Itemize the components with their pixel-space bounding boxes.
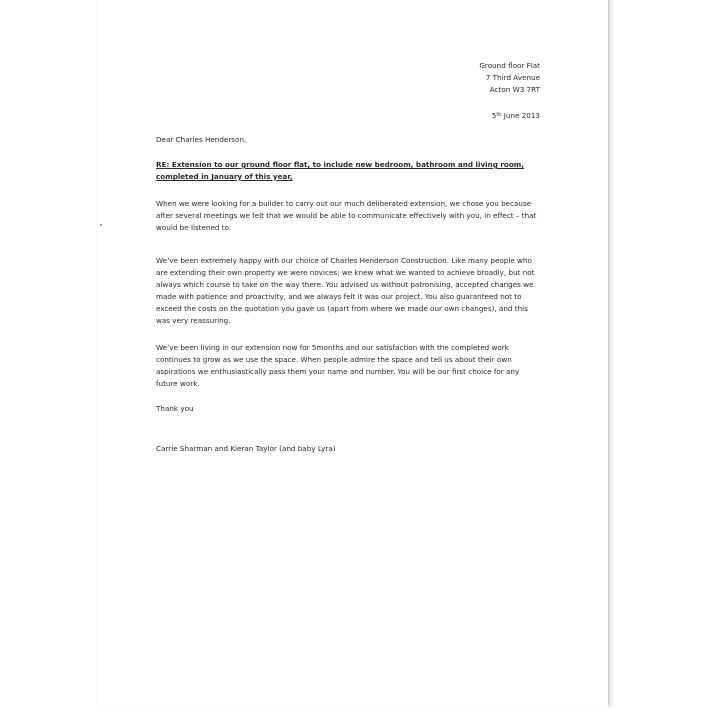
salutation: Dear Charles Henderson, (156, 135, 247, 144)
letter-page (97, 0, 609, 706)
date-suffix: th (496, 112, 502, 118)
date-rest: June 2013 (501, 111, 540, 120)
paragraph-3: We’ve been living in our extension now for 5months and our satisfaction with the completed work continues to grow as we use the space. When people admire the space and tell us about their own aspirations we enthusiastically pass them your name and number. You will be our first choice for any future work. (156, 343, 520, 389)
subject-line: RE: Extension to our ground floor flat, to include new bedroom, bathroom and living room, completed in January of this year, (156, 160, 524, 181)
letter-date (492, 112, 540, 120)
closing: Thank you (156, 404, 194, 413)
address-line-3: Acton W3 7RT (489, 85, 540, 95)
paragraph-1: When we were looking for a builder to carry out our much deliberated extension, we chose you because after several meetings we felt that we would be able to communicate effectively with you, in effect – that would be listened to. (156, 199, 537, 233)
date-day: 5 (491, 111, 497, 120)
address-line-2: 7 Third Avenue (485, 73, 540, 83)
address-line-1: Ground floor Flat (479, 61, 540, 70)
sender-address (479, 60, 540, 97)
scan-speck (100, 224, 102, 226)
signature-names: Carrie Sharman and Kieran Taylor (and baby Lyra) (156, 444, 336, 453)
paragraph-2: We’ve been extremely happy with our choice of Charles Henderson Construction. Like many people who are extending their own property we were novices; we knew what we wanted to achieve broadly, but not always which course to take on the way there. You advised us without patronising, accepted changes we made with patience and proactivity, and we always felt it was our project. You also guaranteed not to exceed the costs on the quotation you gave us (apart from where we made our own changes), and this was very reassuring. (156, 256, 535, 326)
